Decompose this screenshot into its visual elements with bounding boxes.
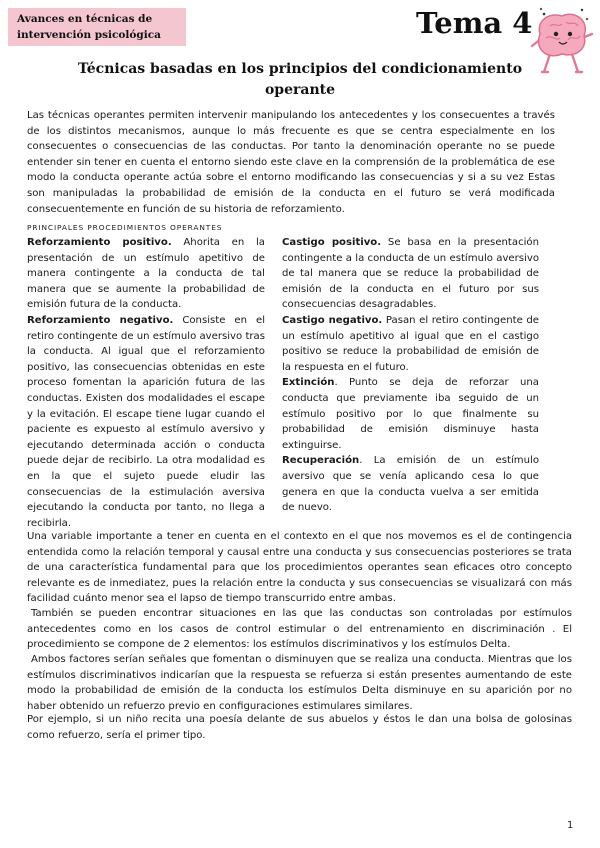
page-number: 1: [567, 820, 574, 831]
paragraph-discriminative-stimuli: Ambos factores serían señales que fomentan o disminuyen que se realiza una conducta. Mientras que los estímulos discriminativos indicarían que la respuesta se refuerza si están presentes aumentando de este modo la probabilidad de emisión de la conducta los estímulos Delta disminuye en su aparición por no haber obtenido un refuerzo previo en configuraciones estimulares similares.: [27, 654, 572, 712]
procedure-text: . Punto se deja de reforzar una conducta que previamente iba seguido de un estímulo positivo por lo que finalmente su probabilidad de emisión disminuye hasta extinguirse.: [282, 377, 539, 451]
procedure-text: Se basa en la presentación contingente a la conducta de un estímulo aversivo de tal manera que se reduce la probabilidad de emisión de la conducta en el futuro por sus consecuencias desagradables.: [282, 237, 539, 311]
procedure-negative-punishment: [282, 313, 539, 375]
procedure-extinction: [282, 375, 539, 453]
document-title: [60, 59, 540, 101]
procedures-right-column: [282, 235, 539, 516]
procedure-text: Ahorita en la presentación de un estímulo apetitivo de manera contingente a la conducta de tal manera que se aumente la probabilidad de emisión futura de la conducta.: [27, 237, 265, 311]
procedure-positive-reinforcement: [27, 235, 265, 313]
procedure-text: Consiste en el retiro contingente de un estímulo aversivo tras la conducta. Al igual que el reforzamiento positivo, las consecuencias obtenidas en este proceso fomentan la aparición futura de las conductas. Existen dos modalidades el escape y la evitación. El escape tiene lugar cuando el paciente es expuesto al estímulo aversivo y ejecutando determinada acción o conducta puede dejar de recibirlo. La otra modalidad es en la que el sujeto puede eludir las consecuencias de la estimulación aversiva ejecutando la conducta por tanto, no llega a recibirla.: [27, 314, 266, 529]
procedure-positive-punishment: [282, 235, 539, 313]
intro-paragraph: Las técnicas operantes permiten intervenir manipulando los antecedentes y los consecuentes a través de los distintos mecanismos, aunque lo más frecuente es que se centra especialmente en los consecuentes o consecuencias de las conductas. Por tanto la denominación operante no se puede entender sin tener en cuenta el entorno siendo este clave en la comprensión de la problemática de ese modo la conducta operante actúa sobre el entorno modificando las consecuencias y si a su vez Estas son manipuladas la probabilidad de emisión de la conducta en el futuro se verá modificada consecuentemente en función de su historia de reforzamiento.: [27, 110, 555, 215]
paragraph-stimulus-control: También se pueden encontrar situaciones en las que las conductas son controladas por estímulos antecedentes como en los casos de control estimular o del entrenamiento en discriminación . El procedimiento se compone de 2 elementos: los estímulos discriminativos y los estímulos Delta.: [27, 608, 572, 651]
procedure-recovery: [282, 453, 539, 515]
paragraph-contingency: Una variable importante a tener en cuenta en el contexto en el que nos movemos es el de contingencia entendida como la relación temporal y causal entre una conducta y sus consecuencias posteriores se trata de una característica fundamental para que los procedimientos operantes sean eficaces otro concepto relevante es de inmediatez, pues la relación entre la conducta y sus consecuencias se visualizará con más facilidad cuánto menor sea el lapso de tiempo transcurrido entre ambas.: [27, 531, 572, 605]
procedure-term: Extinción: [282, 377, 335, 389]
procedure-text: . La emisión de un estímulo aversivo que se venía aplicando cesa lo que genera en que la conducta vuelva a ser emitida de nuevo.: [282, 455, 539, 514]
procedure-term: Castigo negativo.: [282, 314, 383, 326]
document-title-line1: Técnicas basadas en los principios del condicionamiento: [77, 61, 523, 77]
procedure-negative-reinforcement: [27, 313, 265, 531]
document-title-line2: operante: [264, 82, 336, 98]
procedure-text: Pasan el retiro contingente de un estímulo apetitivo al igual que en el castigo positivo se reduce la probabilidad de emisión de la respuesta en el futuro.: [282, 314, 539, 373]
course-badge: [8, 8, 186, 46]
procedures-left-column: [27, 235, 265, 531]
procedure-term: Reforzamiento negativo.: [27, 314, 174, 326]
paragraph-example: Por ejemplo, si un niño recita una poesía delante de sus abuelos y éstos le dan una bolsa de golosinas como refuerzo, sería el primer tipo.: [27, 714, 572, 741]
procedure-term: Reforzamiento positivo.: [27, 237, 172, 248]
section-heading-procedures: PRINCIPALES PROCEDIMIENTOS OPERANTES: [27, 223, 223, 232]
course-title-line1: Avances en técnicas de: [17, 13, 153, 25]
procedure-term: Castigo positivo.: [282, 237, 382, 248]
procedure-term: Recuperación: [282, 455, 360, 467]
course-title-line2: intervención psicológica: [17, 29, 161, 41]
tema-label: Tema 4: [416, 6, 533, 40]
